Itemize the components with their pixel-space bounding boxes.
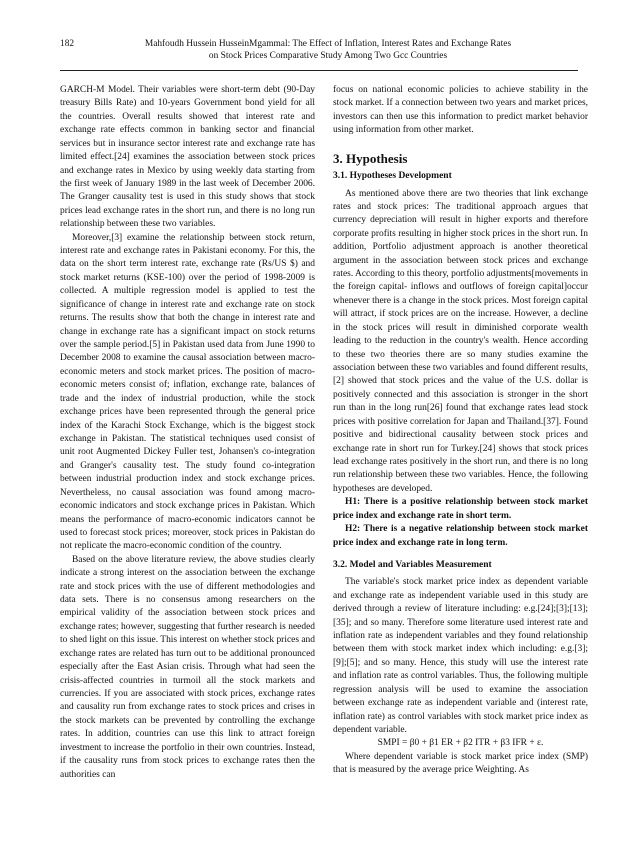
right-column: [333, 84, 588, 778]
subsection-heading: 3.1. Hypotheses Development: [333, 171, 452, 182]
page-number: 182: [60, 39, 75, 49]
left-column: [60, 84, 315, 782]
paragraph: focus on national economic policies to achieve stability in the stock market. If a connection between two years and market prices, investors can then use this information to predict market behavior using information from other market.: [333, 85, 588, 136]
paragraph: GARCH-M Model. Their variables were short-term debt (90-Day treasury Bills Rate) and 10-years Government bond yield for all the countries. Overall results showed that interest rate and exchange rate effects common in banking sector and financial services but in insurance sector interest rate and exchange rate has limited effect.[24] examines the association between stock prices and exchange rates in Mexico by using weekly data starting from the first week of January 1989 in the last week of December 2006. The Granger causality test is used in this study shows that stock prices lead exchange rates in the short run, and there is no long run relationship between these two variables.: [60, 85, 315, 230]
running-title-line-1: Mahfoudh Hussein HusseinMgammal: The Effect of Inflation, Interest Rates and Exchange Rates: [144, 39, 512, 49]
hypothesis-1: H1: There is a positive relationship between stock market price index and exchange rate in short term.: [333, 497, 588, 521]
paragraph: Moreover,[3] examine the relationship between stock return, interest rate and exchange rates in Pakistani economy. For this, the data on the short term interest rate, exchange rate (Rs/US $) and stock market returns (KSE-100) over the period of 1998-2009 is collected. A multiple regression model is applied to test the significance of change in interest rate and exchange rate on stock returns. The results show that both the change in interest rate and change in exchange rate has a significant impact on stock returns over the sample period.[5] in Pakistan used data from June 1990 to December 2008 to examine the causal association between macro-economic meters and stock market prices. The position of macro-economic meters consist of; inflation, exchange rate, balances of trade and the index of industrial production, while the stock exchange prices have been represented through the general price index of the Karachi Stock Exchange, which is the biggest stock exchange in Pakistan. The statistical techniques used consist of unit root Augmented Dickey Fuller test, Johansen's co-integration and Granger's causality test. The study found co-integration between industrial production index and stock exchange prices. Nevertheless, no causal association was found among macro-economic indicators and stock exchange prices in Pakistan. Which means the performance of macro-economic indicators cannot be used to forecast stock prices; moreover, stock prices in Pakistan do not replicate the macro-economic condition of the country.: [60, 232, 315, 552]
paragraph: The variable's stock market price index as dependent variable and exchange rate as independent variable used in this study are derived through a review of literature including: e.g.[24];[3];[13];[35]; and so many. Therefore some literature used interest rate and inflation rate as independent variables and they found relationship between them with stock market index which including: e.g.[3];[9];[5]; and so many. Hence, this study will use the interest rate and inflation rate as control variables. Thus, the following multiple regression analysis will be used to examine the association between exchange rate as independent variable and (interest rate, inflation rate) as control variables with stock market price index as dependent variable.: [333, 577, 588, 735]
subsection-heading: 3.2. Model and Variables Measurement: [333, 559, 492, 570]
paragraph: Based on the above literature review, the above studies clearly indicate a strong interest on the association between the exchange rate and stock prices with the use of different methodologies and data sets. There is no consensus among researchers on the empirical validity of the association between stock prices and exchange rates; however, suggesting that further research is needed to shed light on this issue. This interest on whether stock prices and exchange rates are related has turn out to be additional pronounced especially after the East Asian crisis. Through what had seen the crisis-affected countries in turmoil all the stock markets and currencies. If you are associated with stock prices, exchange rates and causality run from exchange rates to stock prices and crises in the stock markets can be prevented by controlling the exchange rates. In addition, countries can use this link to attract foreign investment to increase the portfolio in their own countries. Instead, if the causality runs from stock prices to exchange rates then the authorities can: [60, 554, 315, 780]
regression-equation: SMPI = β0 + β1 ER + β2 ITR + β3 IFR + ε.: [377, 738, 544, 749]
hypothesis-2: H2: There is a negative relationship between stock market price index and exchange rate in long term.: [333, 524, 588, 548]
header-rule: [60, 70, 578, 71]
paragraph: As mentioned above there are two theories that link exchange rates and stock prices: The traditional approach argues that currency depreciation will result in higher exports and therefore corporate profits resulting in higher stock prices in the short run. In addition, Portfolio adjustment approach is another theoretical argument in the association between stock prices and exchange rates. According to this theory, portfolio adjustments[movements in the foreign capital- inflows and outflows of foreign capital]occur whenever there is a change in the stock prices. Most foreign capital will attract, if stock prices are on the increase. However, a decline in the stock prices will result in diminished corporate wealth leading to the reduction in the country's wealth. Hence according to these two theories there are so many studies examine the association between these two variables and found different results,[2] showed that stock prices and the value of the U.S. dollar is positively connected and this association is stronger in the short run than in the long run[26] found that exchange rates lead stock prices with positive correlation for Japan and Thailand.[37]. Found positive and bidirectional causality between stock prices and exchange rate in short run for Turkey.[24] shows that stock prices lead exchange rates positively in the short run, and there is no long run relationship between these two variables. Hence, the following hypotheses are developed.: [333, 188, 588, 494]
running-title-line-2: on Stock Prices Comparative Study Among Two Gcc Countries: [208, 51, 448, 61]
running-title: [118, 38, 538, 62]
section-heading: 3. Hypothesis: [333, 150, 408, 166]
paragraph: Where dependent variable is stock market price index (SMP) that is measured by the average price Weighting. As: [333, 751, 588, 776]
